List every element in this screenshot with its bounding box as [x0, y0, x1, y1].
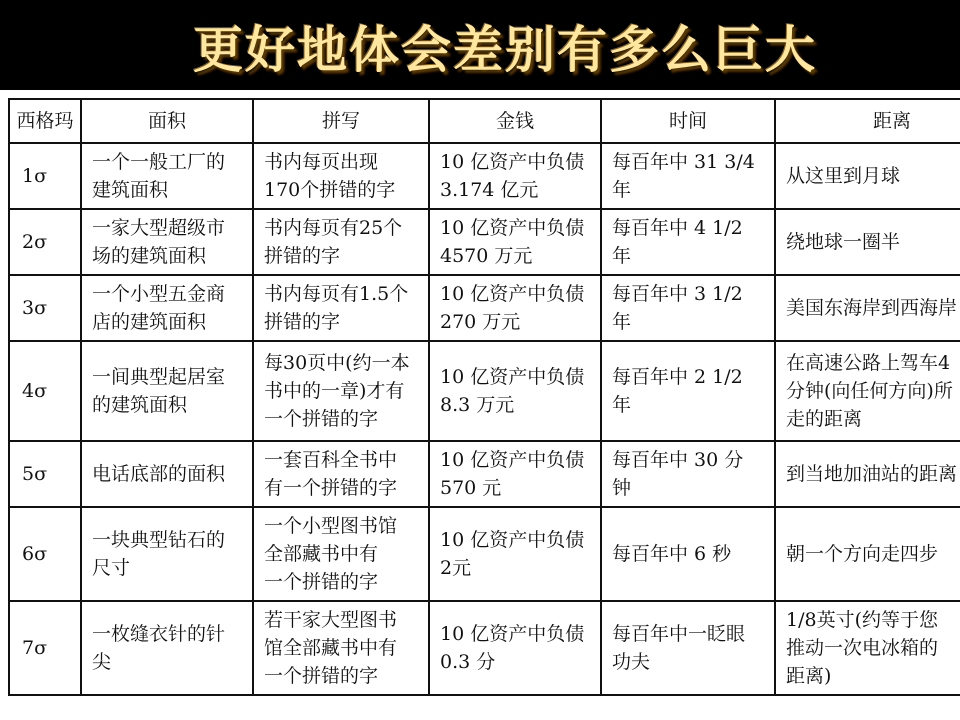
time-cell [601, 143, 775, 209]
sigma-cell: 1σ [9, 143, 81, 209]
sigma-cell: 5σ [9, 441, 81, 507]
header-spelling: 拼写 [253, 99, 429, 143]
time-text: 每百年中 30 分 钟 [612, 449, 744, 499]
header-money: 金钱 [429, 99, 601, 143]
money-text: 10 亿资产中负债 4570 万元 [440, 217, 585, 267]
spelling-cell [253, 275, 429, 341]
time-cell [601, 601, 775, 695]
time-cell [601, 441, 775, 507]
money-cell [429, 341, 601, 441]
distance-cell [775, 507, 960, 601]
time-text: 每百年中 2 1/2 年 [612, 366, 743, 416]
area-cell [81, 275, 253, 341]
area-text: 一个小型五金商 店的建筑面积 [92, 283, 226, 333]
distance-text: 绕地球一圈半 [786, 231, 901, 253]
time-cell [601, 507, 775, 601]
slide-title: 更好地体会差别有多么巨大 [193, 21, 817, 79]
table-row [9, 209, 960, 275]
time-text: 每百年中 6 秒 [612, 543, 732, 565]
area-cell [81, 601, 253, 695]
area-text: 一个一般工厂的 建筑面积 [92, 151, 226, 201]
table-row [9, 441, 960, 507]
sigma-cell: 3σ [9, 275, 81, 341]
spelling-text: 书内每页有1.5个 拼错的字 [264, 283, 409, 333]
area-text: 一间典型起居室 的建筑面积 [92, 366, 226, 416]
distance-cell [775, 601, 960, 695]
money-cell [429, 507, 601, 601]
spelling-text: 一套百科全书中 有一个拼错的字 [264, 449, 398, 499]
spelling-text: 一个小型图书馆 全部藏书中有 一个拼错的字 [264, 515, 398, 593]
area-text: 一块典型钻石的 尺寸 [92, 529, 226, 579]
money-cell [429, 143, 601, 209]
spelling-cell [253, 341, 429, 441]
area-cell [81, 341, 253, 441]
area-text: 一枚缝衣针的针 尖 [92, 623, 226, 673]
time-cell [601, 209, 775, 275]
time-cell [601, 275, 775, 341]
distance-text: 美国东海岸到西海岸 [786, 297, 958, 319]
distance-cell [775, 209, 960, 275]
money-cell [429, 275, 601, 341]
time-text: 每百年中一眨眼 功夫 [612, 623, 746, 673]
spelling-text: 书内每页出现 170个拼错的字 [264, 151, 396, 201]
table-row [9, 143, 960, 209]
title-bar [0, 0, 960, 92]
distance-cell [775, 275, 960, 341]
time-text: 每百年中 3 1/2 年 [612, 283, 743, 333]
distance-text: 1/8英寸(约等于您 推动一次电冰箱的 距离) [786, 609, 939, 687]
area-cell [81, 143, 253, 209]
spelling-cell [253, 601, 429, 695]
table-header-row [9, 99, 960, 143]
spelling-cell [253, 143, 429, 209]
distance-cell [775, 441, 960, 507]
table-row [9, 507, 960, 601]
table-row [9, 275, 960, 341]
money-cell [429, 441, 601, 507]
money-text: 10 亿资产中负债 270 万元 [440, 283, 585, 333]
table-panel [0, 90, 960, 720]
area-text: 一家大型超级市 场的建筑面积 [92, 217, 226, 267]
time-text: 每百年中 31 3/4 年 [612, 151, 755, 201]
area-text: 电话底部的面积 [92, 463, 226, 485]
header-time: 时间 [601, 99, 775, 143]
sigma-cell: 6σ [9, 507, 81, 601]
area-cell [81, 507, 253, 601]
spelling-cell [253, 209, 429, 275]
money-cell [429, 209, 601, 275]
area-cell [81, 441, 253, 507]
money-cell [429, 601, 601, 695]
money-text: 10 亿资产中负债 8.3 万元 [440, 366, 585, 416]
sigma-cell: 7σ [9, 601, 81, 695]
spelling-text: 若干家大型图书 馆全部藏书中有 一个拼错的字 [264, 609, 398, 687]
spelling-cell [253, 507, 429, 601]
spelling-text: 每30页中(约一本 书中的一章)才有 一个拼错的字 [264, 352, 410, 430]
money-text: 10 亿资产中负债 3.174 亿元 [440, 151, 585, 201]
time-text: 每百年中 4 1/2 年 [612, 217, 743, 267]
money-text: 10 亿资产中负债 570 元 [440, 449, 585, 499]
distance-cell [775, 341, 960, 441]
distance-text: 到当地加油站的距离 [786, 463, 958, 485]
distance-text: 在高速公路上驾车4 分钟(向任何方向)所 走的距离 [786, 352, 953, 430]
sigma-cell: 4σ [9, 341, 81, 441]
distance-text: 朝一个方向走四步 [786, 543, 939, 565]
sigma-cell: 2σ [9, 209, 81, 275]
money-text: 10 亿资产中负债 0.3 分 [440, 623, 585, 673]
table-row [9, 341, 960, 441]
distance-cell [775, 143, 960, 209]
area-cell [81, 209, 253, 275]
distance-text: 从这里到月球 [786, 165, 901, 187]
money-text: 10 亿资产中负债 2元 [440, 529, 585, 579]
header-sigma: 西格玛 [9, 99, 81, 143]
sigma-comparison-table [8, 98, 960, 696]
spelling-cell [253, 441, 429, 507]
header-distance: 距离 [775, 99, 960, 143]
header-area: 面积 [81, 99, 253, 143]
table-row [9, 601, 960, 695]
spelling-text: 书内每页有25个 拼错的字 [264, 217, 403, 267]
time-cell [601, 341, 775, 441]
